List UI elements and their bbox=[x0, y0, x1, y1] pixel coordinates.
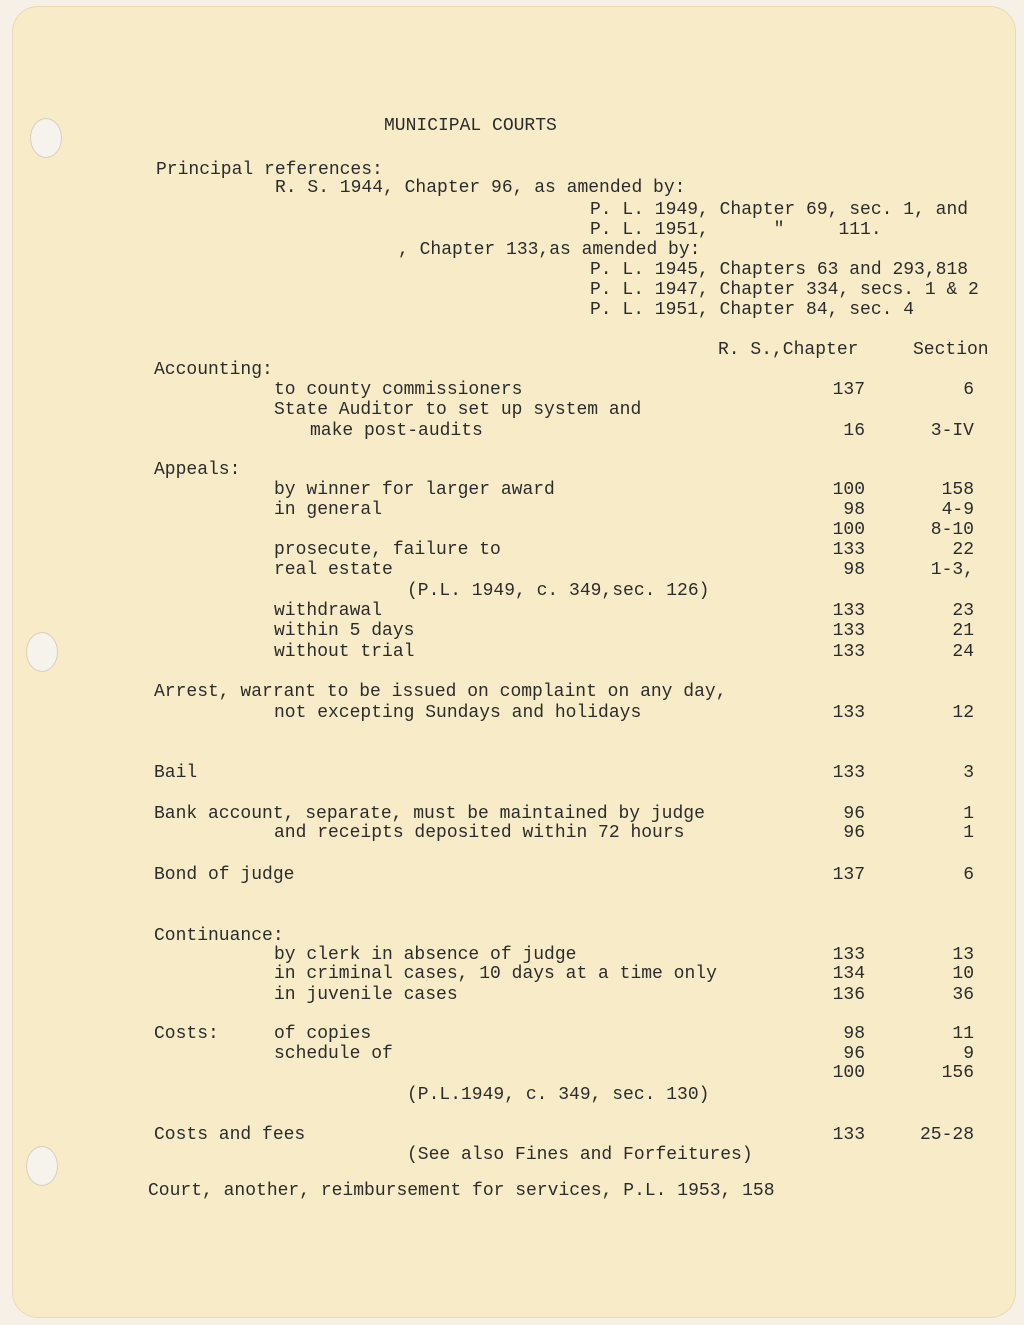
entry-text: without trial bbox=[274, 642, 415, 662]
principal-line: P. L. 1947, Chapter 334, secs. 1 & 2 bbox=[590, 280, 979, 300]
page-title: MUNICIPAL COURTS bbox=[384, 116, 557, 136]
entry-chapter: 133 bbox=[832, 1125, 865, 1145]
entry-chapter: 98 bbox=[843, 560, 865, 580]
entry-section: 6 bbox=[963, 865, 974, 885]
entry-text: Arrest, warrant to be issued on complaint on any day, bbox=[154, 682, 727, 702]
entry-text: by winner for larger award bbox=[274, 480, 555, 500]
entry-section: 9 bbox=[963, 1044, 974, 1064]
entry-text: Appeals: bbox=[154, 460, 241, 480]
principal-line: P. L. 1945, Chapters 63 and 293,818 bbox=[590, 260, 969, 280]
entry-text: Bail bbox=[154, 763, 198, 783]
entry-section: 21 bbox=[952, 621, 974, 641]
entry-chapter: 98 bbox=[843, 1024, 865, 1044]
entry-section: 1 bbox=[963, 804, 974, 824]
entry-section: 36 bbox=[952, 985, 974, 1005]
entry-chapter: 133 bbox=[832, 621, 865, 641]
entry-chapter: 134 bbox=[832, 964, 865, 984]
entry-chapter: 137 bbox=[832, 865, 865, 885]
entry-text: Bond of judge bbox=[154, 865, 295, 885]
entry-section: 13 bbox=[952, 945, 974, 965]
principal-line: R. S. 1944, Chapter 96, as amended by: bbox=[275, 178, 686, 198]
entry-chapter: 100 bbox=[832, 480, 865, 500]
entry-section: 8-10 bbox=[930, 520, 974, 540]
entry-text: (P.L. 1949, c. 349,sec. 126) bbox=[407, 581, 710, 601]
entry-chapter: 133 bbox=[832, 945, 865, 965]
entry-chapter: 133 bbox=[832, 763, 865, 783]
entry-section: 10 bbox=[952, 964, 974, 984]
entry-section: 23 bbox=[952, 601, 974, 621]
entry-text: (See also Fines and Forfeitures) bbox=[407, 1145, 753, 1165]
entry-text: by clerk in absence of judge bbox=[274, 945, 577, 965]
punch-hole-middle bbox=[26, 632, 58, 672]
entry-text: to county commissioners bbox=[274, 380, 523, 400]
entry-chapter: 96 bbox=[843, 804, 865, 824]
entry-section: 12 bbox=[952, 703, 974, 723]
entry-section: 158 bbox=[941, 480, 974, 500]
entry-chapter: 16 bbox=[843, 421, 865, 441]
entry-text: State Auditor to set up system and bbox=[274, 400, 642, 420]
entry-section: 156 bbox=[941, 1063, 974, 1083]
entry-chapter: 98 bbox=[843, 500, 865, 520]
entry-section: 6 bbox=[963, 380, 974, 400]
entry-text: within 5 days bbox=[274, 621, 415, 641]
entry-section: 4-9 bbox=[941, 500, 974, 520]
principal-line: P. L. 1951, " 111. bbox=[590, 220, 882, 240]
punch-hole-bottom bbox=[26, 1146, 58, 1186]
entry-text: Accounting: bbox=[154, 360, 273, 380]
entry-chapter: 133 bbox=[832, 703, 865, 723]
entry-section: 1 bbox=[963, 823, 974, 843]
entry-section: 25-28 bbox=[919, 1125, 974, 1145]
entry-text: Costs: bbox=[154, 1024, 219, 1044]
entry-chapter: 100 bbox=[832, 520, 865, 540]
entry-section: 3 bbox=[963, 763, 974, 783]
entry-chapter: 137 bbox=[832, 380, 865, 400]
entry-text: and receipts deposited within 72 hours bbox=[274, 823, 685, 843]
principal-line: P. L. 1949, Chapter 69, sec. 1, and bbox=[590, 200, 969, 220]
entry-text: withdrawal bbox=[274, 601, 383, 621]
punch-hole-top bbox=[30, 118, 62, 158]
entry-chapter: 136 bbox=[832, 985, 865, 1005]
entry-chapter: 133 bbox=[832, 642, 865, 662]
entry-text: Costs and fees bbox=[154, 1125, 306, 1145]
entry-text: not excepting Sundays and holidays bbox=[274, 703, 642, 723]
entry-section: 3-IV bbox=[930, 421, 974, 441]
entry-text: make post-audits bbox=[310, 421, 483, 441]
entry-section: 24 bbox=[952, 642, 974, 662]
principal-heading: Principal references: bbox=[156, 160, 383, 180]
column-header-chapter: R. S.,Chapter bbox=[718, 340, 859, 360]
entry-text: real estate bbox=[274, 560, 393, 580]
entry-chapter: 96 bbox=[843, 1044, 865, 1064]
principal-line: P. L. 1951, Chapter 84, sec. 4 bbox=[590, 300, 915, 320]
entry-text: (P.L.1949, c. 349, sec. 130) bbox=[407, 1085, 710, 1105]
entry-chapter: 133 bbox=[832, 540, 865, 560]
entry-section: 22 bbox=[952, 540, 974, 560]
entry-text: Continuance: bbox=[154, 926, 284, 946]
entry-text: in juvenile cases bbox=[274, 985, 458, 1005]
entry-chapter: 96 bbox=[843, 823, 865, 843]
entry-text: schedule of bbox=[274, 1044, 393, 1064]
entry-section: 11 bbox=[952, 1024, 974, 1044]
column-header-section: Section bbox=[913, 340, 989, 360]
principal-line: , Chapter 133,as amended by: bbox=[398, 240, 701, 260]
entry-text: prosecute, failure to bbox=[274, 540, 501, 560]
entry-text: Bank account, separate, must be maintained by judge bbox=[154, 804, 705, 824]
entry-text: of copies bbox=[274, 1024, 372, 1044]
entry-section: 1-3, bbox=[930, 560, 974, 580]
entry-text: in criminal cases, 10 days at a time only bbox=[274, 964, 717, 984]
entry-text: in general bbox=[274, 500, 383, 520]
entry-chapter: 100 bbox=[832, 1063, 865, 1083]
entry-text: Court, another, reimbursement for services, P.L. 1953, 158 bbox=[148, 1181, 775, 1201]
entry-chapter: 133 bbox=[832, 601, 865, 621]
